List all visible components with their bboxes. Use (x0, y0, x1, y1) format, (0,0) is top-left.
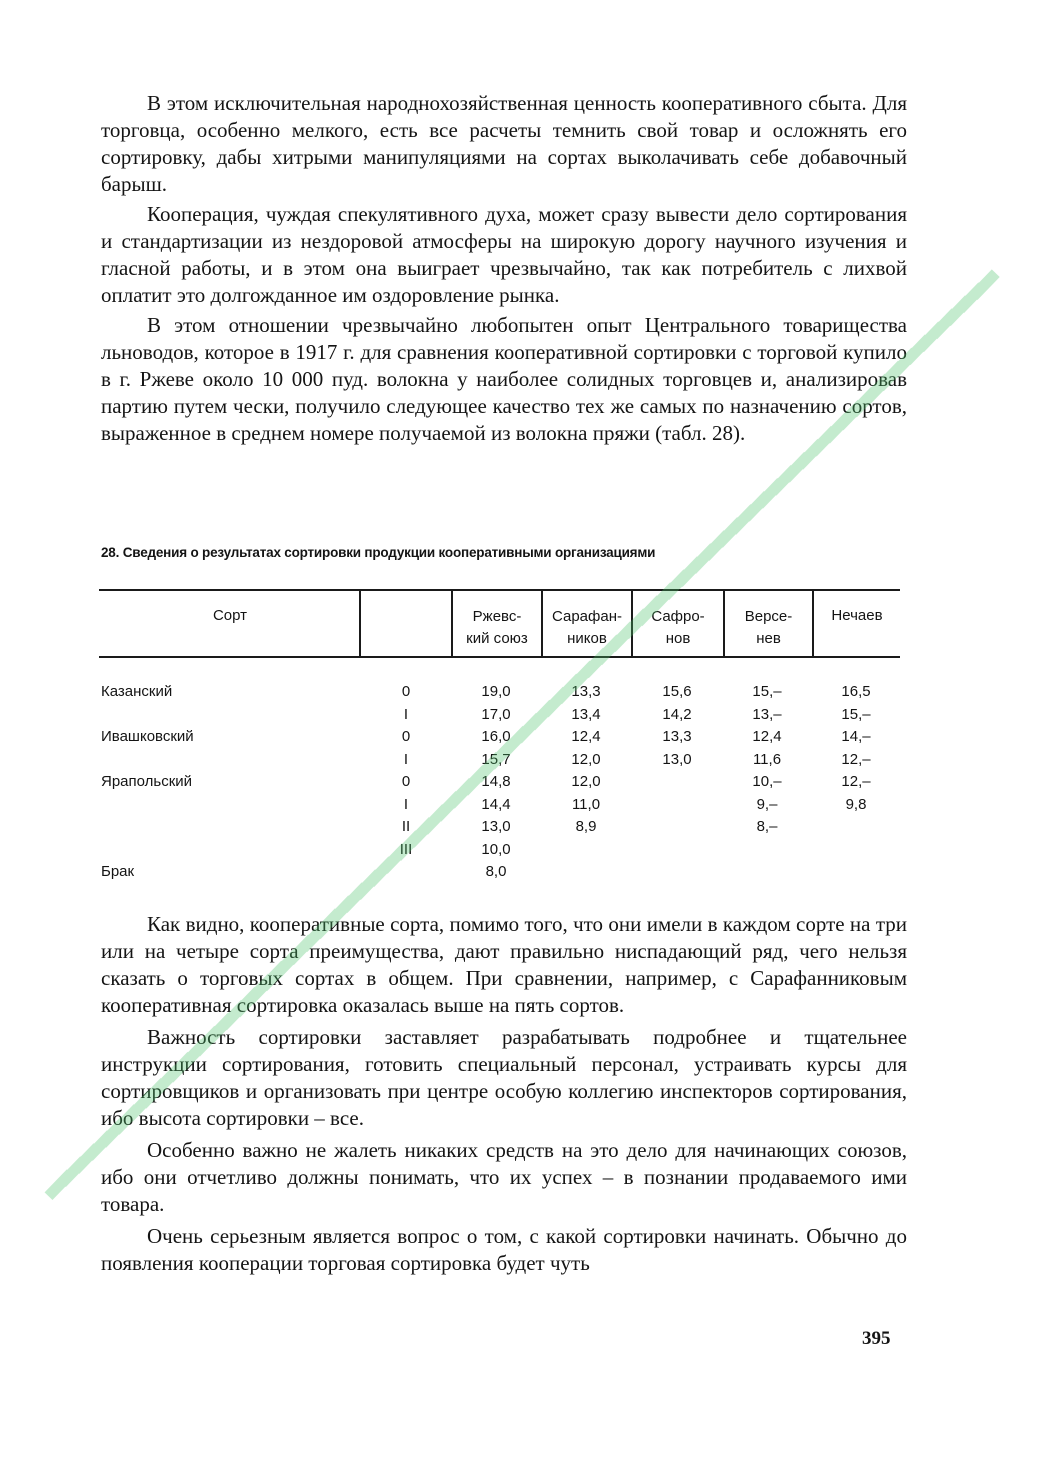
cell-rzhev: 14,4 (481, 795, 511, 813)
watermark-stripe (661, 569, 691, 600)
cell-sarafan: 12,0 (571, 773, 601, 790)
cell-versen: 10,– (752, 773, 782, 790)
watermark-stripe (768, 465, 798, 496)
watermark-stripe (380, 843, 410, 874)
watermark-stripe (474, 752, 504, 783)
watermark-stripe (393, 830, 423, 861)
watermark-stripe (608, 622, 638, 653)
cell-rzhev: 17,0 (481, 705, 511, 723)
watermark-stripe (353, 869, 383, 900)
cell-rzhev: 19,0 (481, 683, 511, 700)
watermark-stripe (782, 452, 812, 483)
watermark-stripe (621, 608, 651, 639)
column-divider (812, 590, 814, 658)
paragraph: Особенно важно не жалеть никаких средств на это дело для начинающих союзов, ибо они отчетливо должны понимать, что их успех – в познании продаваемого ими товара. (101, 1138, 907, 1216)
cell-name: Ярапольский (101, 773, 193, 790)
watermark-stripe (675, 556, 705, 587)
cell-name: Брак (101, 863, 135, 880)
cell-rzhev: 15,7 (481, 750, 511, 768)
cell-sarafan: 12,4 (571, 728, 601, 745)
cell-grade: I (403, 750, 409, 768)
cell-grade: 0 (401, 683, 411, 700)
cell-grade: 0 (401, 773, 411, 790)
column-divider (541, 590, 543, 658)
cell-rzhev: 8,0 (485, 863, 507, 880)
header-versenev: Версе- нев (744, 608, 793, 647)
column-divider (451, 590, 453, 658)
cell-rzhev: 16,0 (481, 728, 511, 745)
cell-nechaev: 12,– (841, 750, 871, 768)
cell-grade: 0 (401, 728, 411, 745)
cell-grade: III (399, 840, 413, 858)
column-divider (631, 590, 633, 658)
page-number: 395 (862, 1328, 891, 1349)
cell-rzhev: 14,8 (481, 773, 511, 790)
header-sort: Сорт (212, 607, 248, 624)
watermark-stripe (755, 478, 785, 509)
watermark-stripe (943, 295, 973, 326)
watermark-stripe (500, 726, 530, 757)
cell-sarafan: 11,0 (571, 795, 601, 813)
cell-versen: 12,4 (752, 728, 782, 745)
watermark-stripe (433, 791, 463, 822)
watermark-stripe (929, 308, 959, 339)
cell-safron: 13,3 (662, 728, 692, 745)
cell-nechaev: 16,5 (841, 683, 871, 700)
paragraph: Как видно, кооперативные сорта, помимо того, что они имели в каждом сорте на три или на четыре сорта преимущества, дают правильно ниспадающий ряд, чего нельзя сказать о торговых сортах в общем. При сравнении, например, с Сарафанниковым кооперативная сортировка оказалась выше на пять сортов. (101, 912, 907, 1017)
watermark-stripe (970, 269, 1000, 300)
watermark-stripe (581, 648, 611, 679)
paragraph: Важность сортировки заставляет разрабатывать подробнее и тщательнее инструкции сортирования, готовить специальный персонал, устраивать курсы для сортировщиков и организовать при центре особую коллегию инспекторов сортирования, ибо высота сортировки – все. (101, 1025, 907, 1130)
watermark-stripe (594, 635, 624, 666)
body-text-top (101, 90, 907, 450)
watermark-stripe (45, 1169, 75, 1200)
cell-versen: 13,– (752, 705, 782, 723)
paragraph: В этом исключительная народнохозяйственная ценность кооперативного сбыта. Для торговца, особенно мелкого, есть все расчеты темнить свой товар и осложнять его сортировку, дабы хитрыми манипуляциями на сортах выколачивать себе добавочный барыш. (101, 91, 907, 196)
watermark-stripe (487, 739, 517, 770)
watermark-stripe (715, 517, 745, 548)
cell-grade: I (403, 705, 409, 723)
watermark-stripe (541, 687, 571, 718)
cell-nechaev: 12,– (841, 773, 871, 790)
watermark-stripe (903, 335, 933, 366)
cell-versen: 9,– (756, 795, 778, 813)
watermark-stripe (916, 322, 946, 353)
cell-sarafan: 13,4 (571, 705, 601, 723)
watermark-stripe (956, 282, 986, 313)
column-divider (359, 590, 361, 658)
watermark-stripe (460, 765, 490, 796)
cell-sarafan: 13,3 (571, 683, 601, 700)
table-top-rule (99, 589, 900, 591)
cell-rzhev: 13,0 (481, 818, 511, 835)
cell-safron: 13,0 (662, 750, 692, 768)
watermark-stripe (447, 778, 477, 809)
cell-grade: II (401, 818, 411, 835)
cell-nechaev: 15,– (841, 705, 871, 723)
watermark-stripe (58, 1156, 88, 1187)
header-nechaev: Нечаев (831, 607, 883, 624)
watermark-stripe (420, 804, 450, 835)
cell-rzhev: 10,0 (481, 840, 511, 858)
header-rzhev: Ржевс- кий союз (466, 608, 528, 647)
column-divider (723, 590, 725, 658)
paragraph: Очень серьезным является вопрос о том, с какой сортировки начинать. Обычно до появления кооперации торговая сортировка будет чуть (101, 1224, 907, 1275)
cell-sarafan: 12,0 (571, 750, 601, 768)
cell-versen: 15,– (752, 683, 782, 700)
watermark-stripe (366, 856, 396, 887)
cell-nechaev: 9,8 (845, 795, 867, 813)
cell-sarafan: 8,9 (575, 818, 597, 835)
cell-name: Казанский (101, 683, 173, 700)
table-header-rule (99, 656, 900, 658)
watermark-stripe (634, 595, 664, 626)
watermark-stripe (339, 882, 369, 913)
table-caption: 28. Сведения о результатах сортировки продукции кооперативными организациями (101, 545, 656, 560)
cell-grade: I (403, 795, 409, 813)
cell-nechaev: 14,– (841, 728, 871, 745)
cell-safron: 15,6 (662, 683, 692, 700)
watermark-stripe (407, 817, 437, 848)
watermark-stripe (527, 700, 557, 731)
watermark-stripe (742, 491, 772, 522)
watermark-stripe (648, 582, 678, 613)
body-text-bottom (101, 911, 907, 1282)
watermark-stripe (728, 504, 758, 535)
cell-versen: 11,6 (752, 750, 782, 768)
watermark-stripe (71, 1143, 101, 1174)
paragraph: Кооперация, чуждая спекулятивного духа, может сразу вывести дело сортирования и стандартизации из нездоровой атмосферы на широкую дорогу научного изучения и гласной работы, и в этом она выиграет чрезвычайно, так как потребитель с лихвой оплатит это долгожданное им оздоровление рынка. (101, 202, 907, 307)
watermark-stripe (567, 661, 597, 692)
cell-safron: 14,2 (662, 705, 692, 723)
cell-name: Ивашковский (101, 728, 194, 745)
header-sarafannikov: Сарафан- ников (552, 608, 622, 647)
watermark-stripe (514, 713, 544, 744)
cell-versen: 8,– (756, 818, 778, 835)
paragraph: В этом отношении чрезвычайно любопытен опыт Центрального товарищества льноводов, которое в 1917 г. для сравнения кооперативной сортировки с торговой купило в г. Ржеве около 10 000 пуд. волокна у наиболее солидных торговцев и, анализировав партию путем чески, получило следующее качество тех же самых по назначению сортов, выраженное в среднем номере получаемой из волокна пряжи (табл. 28). (101, 313, 907, 445)
watermark-stripe (554, 674, 584, 705)
header-safronov: Сафро- нов (651, 608, 705, 647)
